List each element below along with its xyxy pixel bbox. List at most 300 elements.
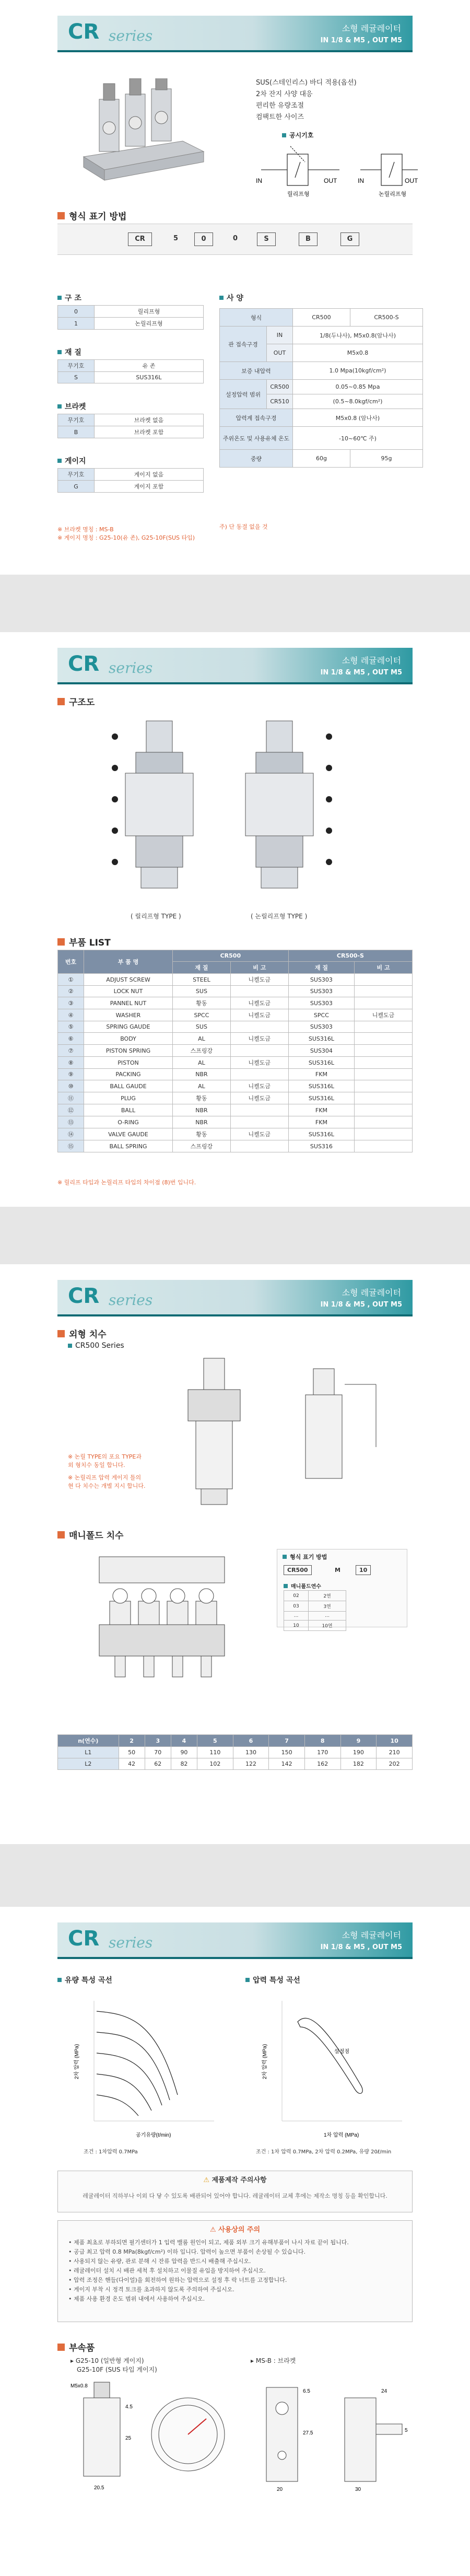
parts-cell: 황동 — [173, 1128, 231, 1140]
spec-header-cell: 형식 — [220, 309, 293, 327]
spec-table — [219, 308, 423, 468]
parts-cell: SUS316L — [288, 1092, 354, 1104]
order-small-count: 10 — [356, 1565, 371, 1575]
spec-sub-label: IN — [267, 327, 293, 344]
page-gap — [0, 1844, 470, 1907]
acc-dim: 4.5 — [125, 2404, 133, 2410]
parts-cell: ⑤ — [58, 1021, 84, 1033]
manifold-header-cell: 6 — [233, 1735, 269, 1747]
option-desc: 유 존 — [95, 360, 204, 372]
order-code-gauge: G — [340, 232, 359, 246]
option-code: 1 — [58, 318, 95, 330]
manifold-cell: 202 — [377, 1758, 413, 1770]
spec-value: 1/8(두나사), M5x0.8(암나사) — [293, 327, 423, 344]
parts-cell: ADJUST SCREW — [84, 974, 173, 986]
caution-text: 레귤레이터 직하부나 이외 다 닿 수 있도록 배관되어 있어야 합니다. 레귤레이터 교체 후에는 제작소 명칭 등을 확인합니다. — [83, 2193, 387, 2199]
manifold-table — [57, 1734, 413, 1770]
parts-cell: BALL GAUDE — [84, 1080, 173, 1092]
option-desc: 릴리프형 — [95, 306, 204, 318]
feature-item: 컴팩트한 사이즈 — [256, 113, 304, 121]
parts-cell — [230, 1069, 288, 1080]
parts-cell — [355, 1045, 413, 1057]
parts-cell: 니켈도금 — [230, 1128, 288, 1140]
parts-cell — [355, 1057, 413, 1069]
order-code-cr: CR — [128, 232, 152, 246]
parts-cell: SUS316L — [288, 1080, 354, 1092]
series-label: series — [109, 1291, 153, 1309]
parts-cell: 황동 — [173, 1092, 231, 1104]
brand-title: CR — [68, 1927, 100, 1951]
parts-cell: ⑭ — [58, 1128, 84, 1140]
option-code: 무기호 — [58, 360, 95, 372]
parts-cell: FKM — [288, 1104, 354, 1116]
acc-dim: 24 — [381, 2388, 387, 2394]
manifold-cell: 182 — [340, 1758, 377, 1770]
parts-cell: BALL — [84, 1104, 173, 1116]
parts-group-cell: CR500 — [173, 950, 289, 962]
acc-bullet-icon: ▸ — [70, 2357, 76, 2364]
page-header — [57, 1922, 413, 1959]
dim-title: 외형 치수 — [57, 1327, 107, 1340]
usage-item: • 사용되지 않는 유량, 관로 분해 시 잔류 압력을 반드시 배출해 주십시오. — [68, 2258, 251, 2265]
order-code-material: S — [257, 232, 276, 246]
manifold-header-cell: 9 — [340, 1735, 377, 1747]
spec-value: M5x0.8 — [293, 344, 423, 362]
acc-dim: 27.5 — [303, 2430, 313, 2436]
flow-xlabel: 공기유량(ℓ/min) — [136, 2132, 171, 2138]
manifold-header-cell: 10 — [377, 1735, 413, 1747]
option-desc: 논릴리프형 — [95, 318, 204, 330]
parts-cell — [355, 1033, 413, 1045]
page-4 — [0, 1907, 470, 2576]
header-stripe — [57, 682, 413, 684]
parts-cell: ⑮ — [58, 1140, 84, 1152]
parts-cell — [355, 1140, 413, 1152]
symbol-diagram — [251, 141, 423, 199]
page-gap — [0, 575, 470, 632]
parts-cell: 니켈도금 — [230, 1033, 288, 1045]
series-label: series — [109, 27, 153, 44]
parts-row — [58, 1069, 413, 1080]
parts-cell: FKM — [288, 1116, 354, 1128]
usage-item: • 레귤레이터 설치 시 배관 세척 후 설치하고 이물질 유입을 방지하여 주십시오. — [68, 2267, 266, 2274]
parts-cell: PLUG — [84, 1092, 173, 1104]
parts-cell — [355, 997, 413, 1009]
usage-item: • 제품 최초로 부하되면 필기센터가 1 입력 밸룸 원인이 되고, 제품 외부 크기 유해부품이 나시 자료 끝이 됩니다. — [68, 2239, 349, 2246]
page-header — [57, 16, 413, 52]
manifold-header-cell: 8 — [304, 1735, 340, 1747]
spec-value: -10~60℃ 주) — [293, 427, 423, 450]
acc-dim: 20.5 — [94, 2485, 104, 2491]
option-row — [58, 318, 204, 330]
order-code-bracket: B — [299, 232, 318, 246]
parts-cell — [355, 1104, 413, 1116]
option-code: 무기호 — [58, 414, 95, 426]
acc-dim: 25 — [125, 2435, 132, 2441]
parts-cell: WASHER — [84, 1009, 173, 1021]
option-code: 0 — [58, 306, 95, 318]
order-code-structure: 0 — [194, 232, 213, 246]
parts-cell: ⑧ — [58, 1057, 84, 1069]
order-title: 형식 표기 방법 — [57, 209, 126, 222]
symbol-out-label: OUT — [324, 177, 337, 184]
parts-cell: SUS304 — [288, 1045, 354, 1057]
option-row — [58, 306, 204, 318]
manifold-cell: 62 — [145, 1758, 171, 1770]
option-desc: 브라켓 없음 — [95, 414, 204, 426]
parts-header-cell: 재 질 — [288, 962, 354, 974]
manifold-header-cell: 5 — [197, 1735, 233, 1747]
page-header — [57, 648, 413, 684]
option-group-title: 브라켓 — [57, 401, 86, 412]
manifold-cell: 50 — [119, 1747, 145, 1758]
option-group-title: 게이지 — [57, 456, 86, 466]
header-stripe — [57, 50, 413, 52]
header-title: 소형 레귤레이터 — [342, 1288, 401, 1298]
parts-cell: SUS316L — [288, 1033, 354, 1045]
dimension-drawing — [157, 1353, 418, 1515]
spec-row-label: 주위온도 및 사용유체 온도 — [220, 427, 293, 450]
parts-cell: SUS303 — [288, 1021, 354, 1033]
spec-sub-label: OUT — [267, 344, 293, 362]
spec-header-cell: CR500-S — [350, 309, 422, 327]
manifold-row — [58, 1758, 413, 1770]
parts-cell: 황동 — [173, 997, 231, 1009]
flow-title: 유량 특성 곡선 — [57, 1975, 112, 1985]
manifold-header-cell: 4 — [171, 1735, 197, 1747]
option-group-title: 재 질 — [57, 347, 81, 357]
pressure-caption: 조건 : 1차 압력 0.7MPa, 2차 압력 0.2MPa, 유량 20ℓ/min — [256, 2149, 392, 2155]
manifold-cell: 150 — [269, 1747, 305, 1758]
order-small-m: M — [335, 1567, 340, 1573]
manifold-drawing — [89, 1546, 245, 1703]
manifold-cell: 130 — [233, 1747, 269, 1758]
option-desc: 게이지 포함 — [95, 481, 204, 493]
option-group-table — [57, 468, 204, 493]
spec-value: 1.0 Mpa(10kgf/cm²) — [293, 362, 423, 380]
order-small-cell: 3연 — [309, 1601, 346, 1612]
option-row — [58, 414, 204, 426]
flow-ylabel: 2차 압력 (MPa) — [74, 2044, 80, 2079]
parts-cell: VALVE GAUDE — [84, 1128, 173, 1140]
parts-cell: PACKING — [84, 1069, 173, 1080]
option-group-table — [57, 359, 204, 383]
manifold-header-cell: 2 — [119, 1735, 145, 1747]
parts-cell: 니켈도금 — [230, 974, 288, 986]
feature-list — [256, 77, 357, 123]
caution-title: ⚠ 제품제작 주의사항 — [203, 2176, 267, 2184]
order-small-table — [284, 1590, 346, 1631]
header-title: 소형 레귤레이터 — [342, 1930, 401, 1940]
page-header — [57, 1280, 413, 1316]
parts-cell: 니켈도금 — [230, 1057, 288, 1069]
parts-cell: SUS316L — [288, 1128, 354, 1140]
spec-value: 95g — [350, 450, 422, 468]
order-small-title: 형식 표기 방법 — [283, 1553, 327, 1561]
parts-cell — [230, 1140, 288, 1152]
parts-cell: LOCK NUT — [84, 986, 173, 997]
spec-header-cell: CR500 — [293, 309, 350, 327]
parts-cell: 니켈도금 — [355, 1009, 413, 1021]
acc-dim: 6.5 — [303, 2388, 310, 2394]
parts-cell: 니켈도금 — [230, 1080, 288, 1092]
parts-cell: SUS316L — [288, 1057, 354, 1069]
spec-note: 주) 단 동결 없을 것 — [219, 523, 268, 530]
option-desc: SUS316L — [95, 372, 204, 383]
parts-title: 부품 LIST — [57, 935, 111, 948]
spec-row-label: 보증 내압력 — [220, 362, 293, 380]
dim-note-1: ※ 논릴 TYPE의 포요 TYPE과 외 형치수 동일 합니다. — [68, 1453, 142, 1468]
parts-row — [58, 1045, 413, 1057]
parts-cell: 니켈도금 — [230, 1009, 288, 1021]
manifold-cell: 190 — [340, 1747, 377, 1758]
manifold-cell: 70 — [145, 1747, 171, 1758]
symbol-in-label: IN — [358, 177, 364, 184]
parts-cell — [355, 1080, 413, 1092]
header-stripe — [57, 1314, 413, 1316]
flow-chart — [68, 1990, 225, 2142]
parts-cell: BODY — [84, 1033, 173, 1045]
feature-item: SUS(스테인리스) 바디 적용(옵션) — [256, 79, 357, 87]
feature-item: 편리한 유량조절 — [256, 102, 304, 110]
usage-title: ⚠ 사용상의 주의 — [209, 2226, 261, 2234]
acc-dim: 30 — [355, 2487, 361, 2492]
manifold-cell: 122 — [233, 1758, 269, 1770]
order-code-bar — [57, 224, 413, 255]
caption-nonrelief: ( 논릴리프형 TYPE ) — [251, 913, 308, 920]
parts-header-cell: 비 고 — [355, 962, 413, 974]
parts-cell: SPRING GAUDE — [84, 1021, 173, 1033]
spec-value: M5x0.8 (암나사) — [293, 409, 423, 427]
series-label: series — [109, 1934, 153, 1951]
order-small-box — [277, 1549, 407, 1627]
parts-row — [58, 1033, 413, 1045]
parts-table — [57, 950, 413, 1152]
option-group-table — [57, 305, 204, 330]
header-title: 소형 레귤레이터 — [342, 24, 401, 33]
parts-cell: PANNEL NUT — [84, 997, 173, 1009]
option-group-table — [57, 414, 204, 438]
parts-cell: NBR — [173, 1116, 231, 1128]
header-stripe — [57, 1957, 413, 1959]
manifold-cell: 170 — [304, 1747, 340, 1758]
parts-cell: 스프링강 — [173, 1140, 231, 1152]
parts-cell: SUS303 — [288, 986, 354, 997]
gauge-drawing — [68, 2377, 235, 2497]
header-spec: IN 1/8 & M5 , OUT M5 — [320, 1301, 402, 1309]
parts-cell: PISTON SPRING — [84, 1045, 173, 1057]
warning-icon: ⚠ — [209, 2226, 216, 2234]
option-group-title: 구 조 — [57, 293, 81, 303]
manifold-cell: 142 — [269, 1758, 305, 1770]
parts-row — [58, 986, 413, 997]
product-image — [78, 78, 209, 183]
acc-dim: 5 — [405, 2428, 408, 2433]
brand-title: CR — [68, 20, 100, 44]
parts-cell: AL — [173, 1033, 231, 1045]
bracket-note: ※ 브라켓 명칭 : MS-B — [57, 526, 114, 533]
parts-row — [58, 1080, 413, 1092]
usage-list — [58, 2234, 412, 2308]
parts-row — [58, 974, 413, 986]
option-code: 무기호 — [58, 469, 95, 481]
option-row — [58, 426, 204, 438]
parts-cell: AL — [173, 1080, 231, 1092]
manifold-cell: 162 — [304, 1758, 340, 1770]
parts-cell: ⑨ — [58, 1069, 84, 1080]
spec-title: 사 양 — [219, 293, 243, 303]
symbol1-label: 릴리프형 — [287, 191, 310, 197]
parts-cell — [355, 1021, 413, 1033]
header-spec: IN 1/8 & M5 , OUT M5 — [320, 1943, 402, 1951]
spec-value: 0.05~0.85 Mpa — [293, 380, 423, 394]
parts-cell: SUS303 — [288, 974, 354, 986]
parts-cell: ⑩ — [58, 1080, 84, 1092]
order-small-cell: 02 — [284, 1591, 309, 1601]
parts-cell — [355, 1128, 413, 1140]
parts-cell: SPCC — [288, 1009, 354, 1021]
option-desc: 브라켓 포함 — [95, 426, 204, 438]
option-row — [58, 469, 204, 481]
spec-sub-label: CR500 — [267, 380, 293, 394]
manifold-cell: L2 — [58, 1758, 119, 1770]
struct-title: 구조도 — [57, 695, 95, 708]
manifold-cell: 82 — [171, 1758, 197, 1770]
bracket-drawing — [251, 2377, 418, 2497]
header-spec: IN 1/8 & M5 , OUT M5 — [320, 37, 402, 44]
parts-cell: SUS303 — [288, 997, 354, 1009]
order-code-5: 5 — [173, 235, 179, 242]
parts-cell — [355, 1092, 413, 1104]
order-small-cell: ... — [309, 1612, 346, 1621]
parts-cell: SUS316 — [288, 1140, 354, 1152]
manifold-header-row — [58, 1735, 413, 1747]
symbol-title: 공시기호 — [282, 131, 313, 139]
parts-row — [58, 1140, 413, 1152]
parts-row — [58, 1021, 413, 1033]
order-small-sub: 매니폴드연수 — [284, 1582, 321, 1590]
parts-row — [58, 997, 413, 1009]
spec-value: (0.5~8.0kgf/cm²) — [293, 394, 423, 409]
order-small-series: CR500 — [284, 1565, 312, 1575]
order-small-cell: 03 — [284, 1601, 309, 1612]
parts-cell: ⑪ — [58, 1092, 84, 1104]
spec-row-label: 중량 — [220, 450, 293, 468]
manifold-cell: L1 — [58, 1747, 119, 1758]
parts-cell: ⑫ — [58, 1104, 84, 1116]
usage-item: • 공급 최고 압력 0.8 MPa(8kgf/cm²) 이하 입니다. 압력이 높으면 부품이 손상될 수 있습니다. — [68, 2248, 306, 2255]
parts-row — [58, 1092, 413, 1104]
parts-cell: ④ — [58, 1009, 84, 1021]
parts-cell: ⑥ — [58, 1033, 84, 1045]
order-small-cell: 2연 — [309, 1591, 346, 1601]
parts-cell: SPCC — [173, 1009, 231, 1021]
page-3 — [0, 1264, 470, 1844]
parts-cell: ⑬ — [58, 1116, 84, 1128]
structure-drawing — [104, 716, 366, 904]
parts-cell — [230, 1021, 288, 1033]
usage-box — [57, 2220, 413, 2322]
spec-value: 60g — [293, 450, 350, 468]
spec-sub-label: CR510 — [267, 394, 293, 409]
parts-header-cell: 번호 — [58, 950, 84, 974]
symbol-out-label: OUT — [405, 177, 418, 184]
parts-header-cell: 비 고 — [230, 962, 288, 974]
parts-cell — [355, 1069, 413, 1080]
series-label: series — [109, 659, 153, 677]
order-small-cell: 10 — [284, 1621, 309, 1631]
brand-title: CR — [68, 652, 100, 676]
acc-bullet-icon: ▸ — [251, 2357, 256, 2364]
dim-sub: CR500 Series — [68, 1342, 124, 1350]
acc1-name: ▸ G25-10 (일반형 게이지) — [70, 2357, 144, 2364]
caution-box — [57, 2171, 413, 2212]
acc-dim: 20 — [277, 2487, 283, 2492]
option-row — [58, 481, 204, 493]
parts-cell — [230, 1116, 288, 1128]
usage-item: • 제품 사용 환경 온도 범위 내에서 사용하여 주십시오. — [68, 2295, 205, 2302]
parts-header-cell: 재 질 — [173, 962, 231, 974]
parts-cell: 니켈도금 — [230, 1092, 288, 1104]
parts-header-cell: 부 품 명 — [84, 950, 173, 974]
dim-note-2: ※ 논릴리프 압력 게이지 틀의 현 다 치수는 개별 지시 합니다. — [68, 1474, 146, 1489]
parts-cell: ② — [58, 986, 84, 997]
parts-cell: PISTON — [84, 1057, 173, 1069]
parts-cell: FKM — [288, 1069, 354, 1080]
brand-title: CR — [68, 1284, 100, 1308]
header-title: 소형 레귤레이터 — [342, 656, 401, 666]
flow-caption: 조건 : 1차압력 0.7MPa — [84, 2149, 138, 2155]
order-small-cell: ... — [284, 1612, 309, 1621]
caption-relief: ( 릴리프형 TYPE ) — [131, 913, 181, 920]
acc-title: 부속품 — [57, 2340, 95, 2353]
header-spec: IN 1/8 & M5 , OUT M5 — [320, 669, 402, 677]
parts-cell: NBR — [173, 1104, 231, 1116]
page-2 — [0, 632, 470, 1207]
usage-item: • 압력 조정은 핸들(다이얼)을 회전하여 원하는 압력으로 설정 후 락 너트를 고정합니다. — [68, 2277, 287, 2283]
parts-cell: O-RING — [84, 1116, 173, 1128]
parts-row — [58, 1057, 413, 1069]
parts-cell: ⑦ — [58, 1045, 84, 1057]
parts-cell: 스프링강 — [173, 1045, 231, 1057]
option-desc: 게이지 없음 — [95, 469, 204, 481]
order-code-0: 0 — [233, 235, 238, 242]
pressure-ylabel: 2차 압력 (MPa) — [262, 2044, 268, 2079]
parts-cell: STEEL — [173, 974, 231, 986]
manifold-header-cell: n(연수) — [58, 1735, 119, 1747]
spec-row-label: 압력계 접속구경 — [220, 409, 293, 427]
option-row — [58, 360, 204, 372]
parts-group-cell: CR500-S — [288, 950, 412, 962]
pressure-title: 압력 특성 곡선 — [245, 1975, 300, 1985]
page-gap — [0, 1207, 470, 1264]
option-code: S — [58, 372, 95, 383]
spec-row-label: 관 접속구경 — [220, 327, 267, 362]
parts-row — [58, 1128, 413, 1140]
gauge-note: ※ 게이지 명칭 : G25-10(유 존), G25-10F(SUS 타입) — [57, 534, 195, 541]
option-row — [58, 372, 204, 383]
option-code: B — [58, 426, 95, 438]
manifold-cell: 90 — [171, 1747, 197, 1758]
parts-cell — [230, 1104, 288, 1116]
parts-cell — [355, 1116, 413, 1128]
parts-cell — [355, 986, 413, 997]
manifold-title: 매니폴드 치수 — [57, 1528, 123, 1541]
acc1-name2: G25-10F (SUS 타입 게이지) — [77, 2366, 157, 2373]
spec-row-label: 설정압력 범위 — [220, 380, 267, 409]
manifold-header-cell: 7 — [269, 1735, 305, 1747]
acc-dim: M5x0.8 — [70, 2383, 88, 2389]
